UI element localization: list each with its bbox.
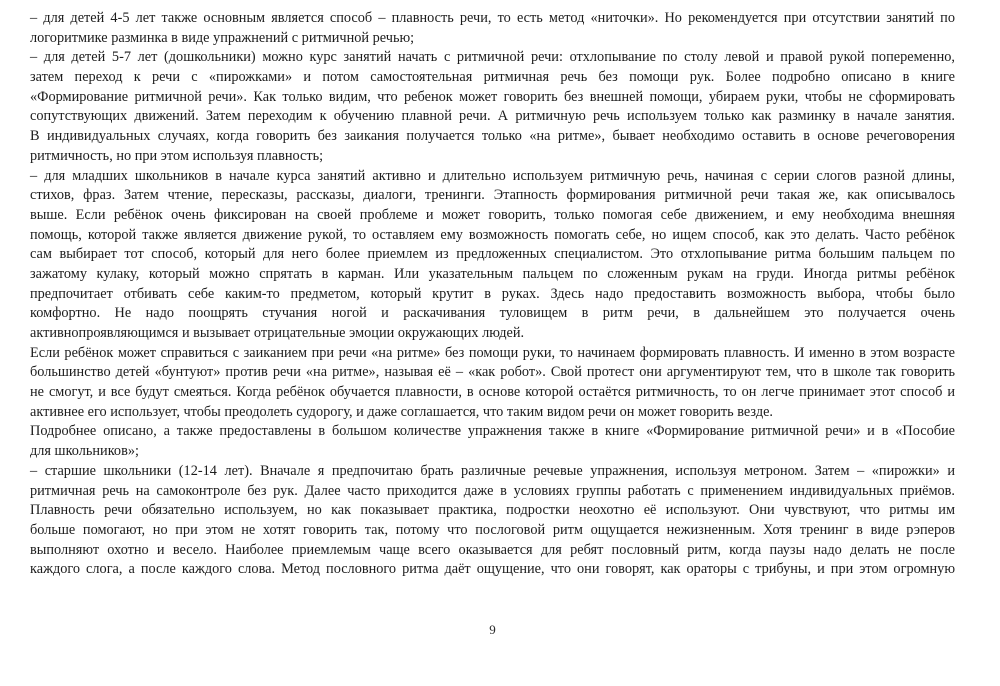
- document-page: [30, 0, 955, 686]
- text-line: помощь, которой также является движение рукой, то оставляем ему возможность помогать себе, но ищем способ, как это делать. Часто ребёнок: [30, 226, 955, 243]
- text-line: – для детей 4-5 лет также основным является способ – плавность речи, то есть метод «ниточки». Но рекомендуется при отсутствии занятий по: [30, 10, 955, 26]
- text-line: сам выбирает тот способ, который для него более приемлем из предложенных специалистом. Это отхлопывание ритма большим пальцем по: [30, 246, 955, 263]
- text-line: Если ребёнок может справиться с заиканием при речи «на ритме» без помощи руки, то начинаем формировать плавность. И именно в этом возрасте: [30, 344, 955, 361]
- text-line: комфортно. Не надо поощрять стучания ногой и раскачивания туловищем в ритм речи, в дальнейшем это получается очень: [30, 305, 955, 322]
- text-line: сопутствующих движений. Затем переходим к обучению плавной речи. А ритмичную речь используем только как разминку в начале занятия.: [30, 108, 955, 125]
- text-line: большинство детей «бунтуют» против речи «на ритме», называя её – «как робот». Свой протест они аргументируют тем, что в школе так говорить: [30, 364, 955, 381]
- text-line: активнопроявляющимся и вызывает отрицательные эмоции окружающих людей.: [30, 325, 525, 341]
- text-line: не смогут, и все будут смеяться. Когда ребёнок обучается плавности, в основе которой остаётся ритмичность, то он легче принимает этот способ и: [30, 384, 955, 401]
- text-line: затем переход к речи с «пирожками» и потом самостоятельная ритмичная речь без помощи рук. Более подробно описано в книге: [30, 69, 955, 86]
- text-line: Плавность речи обязательно используем, но как показывает практика, подростки неохотно её используют. Они чувствуют, что ритмы им: [30, 502, 955, 519]
- body-text: [30, 9, 955, 580]
- text-line: зажатому кулаку, который можно спрятать в карман. Или указательным пальцем по сложенным рукам на груди. Иногда ритмы ребёнок: [30, 265, 955, 282]
- text-line: больше помогают, но при этом не хотят говорить так, потому что послоговой ритм ощущается нежизненным. Хотя тренинг в виде рэперов: [30, 521, 955, 538]
- text-line: – для детей 5-7 лет (дошкольники) можно курс занятий начать с ритмичной речи: отхлопывание по столу левой и правой рукой попеременно,: [30, 49, 955, 66]
- text-line: логоритмике разминка в виде упражнений с ритмичной речью;: [30, 29, 415, 46]
- text-line: Подробнее описано, а также предоставлены в большом количестве упражнения также в книге «Формирование ритмичной речи» и в «Пособие: [30, 423, 955, 440]
- text-line: В индивидуальных случаях, когда говорить без заикания получается только «на ритме», бывает необходимо оставить в основе речеговорения: [30, 128, 955, 145]
- text-line: ритмичность, но при этом используя плавность;: [30, 147, 324, 164]
- text-line: – для младших школьников в начале курса занятий активно и длительно используем ритмичную речь, начиная с серии слогов разной длины,: [30, 167, 955, 184]
- text-line: ритмичная речь на самоконтроле без рук. Далее часто приходится даже в условиях группы работать с применением индивидуальных приёмов.: [30, 482, 955, 499]
- text-line: – старшие школьники (12-14 лет). Вначале я предпочитаю брать различные речевые упражнения, используя метроном. Затем – «пирожки» и: [30, 462, 955, 479]
- page-number: 9: [489, 622, 496, 637]
- text-line: «Формирование ритмичной речи». Как только видим, что ребенок может говорить без внешней помощи, убираем руки, чтобы не сформировать: [30, 88, 955, 105]
- text-line: стихов, фраз. Затем чтение, пересказы, рассказы, диалоги, тренинги. Этапность формирования ритмичной речи такая же, как описывалось: [30, 187, 955, 204]
- text-line: предпочитает отбивать себе каким-то предметом, который крутит в руках. Здесь надо предоставить возможность выбора, чтобы было: [30, 285, 955, 302]
- text-line: каждого слога, а после каждого слова. Метод пословного ритма даёт ощущение, что они говорят, как ораторы с трибуны, и при этом огромную: [30, 561, 955, 578]
- text-line: для школьников»;: [30, 443, 139, 460]
- text-line: активнее его использует, чтобы преодолеть судорогу, и даже соглашается, что таким видом речи он может говорить везде.: [30, 403, 774, 420]
- text-line: выполняют охотно и весело. Наиболее приемлемым чаще всего оказывается для ребят пословный ритм, когда паузы надо делать не после: [30, 541, 955, 558]
- text-line: выше. Если ребёнок очень фиксирован на своей проблеме и может говорить, только помогая себе движением, и ему необходима внешняя: [30, 206, 955, 223]
